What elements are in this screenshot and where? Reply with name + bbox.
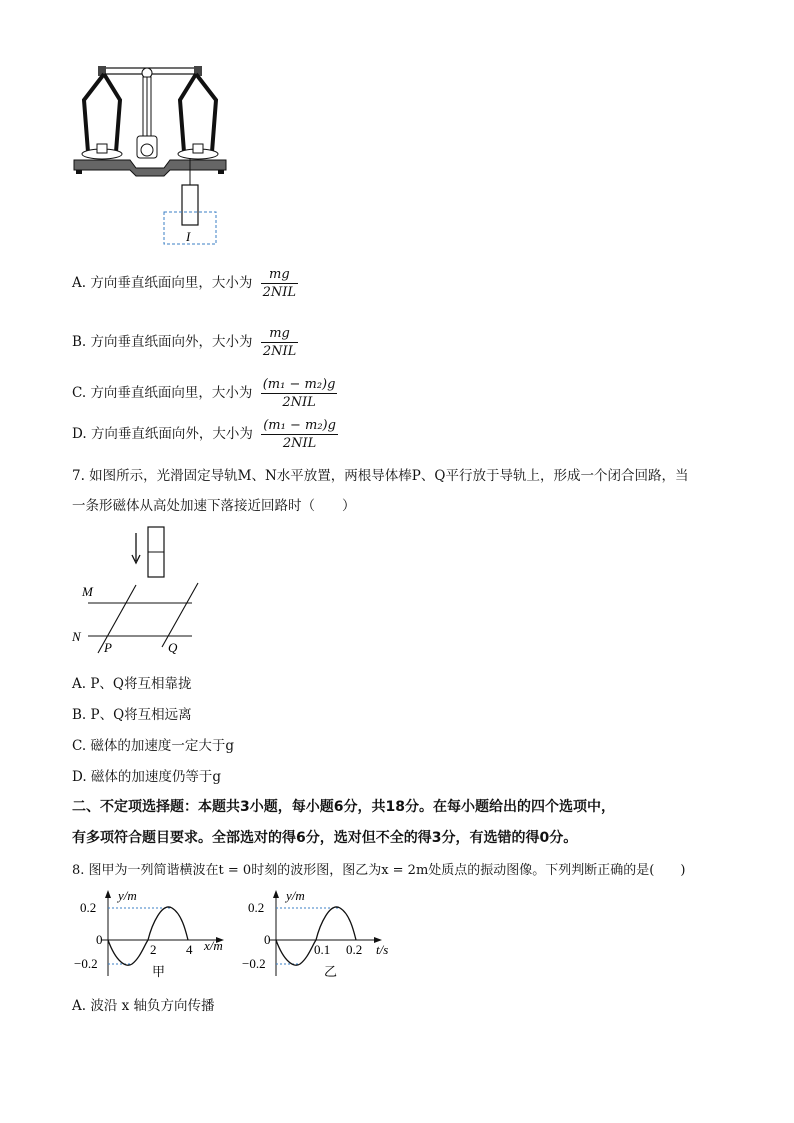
section2-heading-line2: 有多项符合题目要求。全部选对的得6分，选对但不全的得3分，有选错的得0分。 (72, 830, 578, 846)
q7-stem-line1: 7. 如图所示，光滑固定导轨M、N水平放置，两根导体棒P、Q平行放于导轨上，形成一个闭合回路，当 (72, 468, 689, 484)
balance-apparatus-figure (70, 60, 230, 250)
formula: $\frac{\text{(m₁ − m₂)g}}{\text{2NIL}}$ (263, 418, 336, 451)
formula: $\frac{mg}{\text{2NIL}}$ (262, 326, 297, 359)
graph-y-top: 0.2 (248, 900, 265, 915)
graph-tick-1: 0.1 (314, 942, 331, 957)
rod-q-label: Q (168, 640, 178, 655)
q6-option-b[interactable] (72, 325, 298, 360)
section2-heading-line1: 二、不定项选择题：本题共3小题，每小题6分，共18分。在每小题给出的四个选项中， (72, 799, 615, 815)
option-label: C. (72, 385, 87, 401)
graph-tick-1: 2 (150, 942, 157, 957)
option-text: 方向垂直纸面向里，大小为 (90, 275, 253, 291)
wave-graph-jia (72, 884, 242, 984)
graph-y-bottom: −0.2 (242, 956, 266, 971)
graph-y-bottom: −0.2 (74, 956, 98, 971)
graph-ylabel: y/m (118, 888, 137, 903)
formula: $\frac{mg}{\text{2NIL}}$ (262, 267, 297, 300)
q8-stem: 8. 图甲为一列简谐横波在t = 0时刻的波形图，图乙为x = 2m处质点的振动图像。下列判断正确的是( ) (72, 863, 686, 878)
q7-stem-line2: 一条形磁体从高处加速下落接近回路时（ ） (72, 498, 356, 514)
rail-n-label: N (72, 629, 81, 644)
graph-tick-2: 0.2 (346, 942, 363, 957)
graph-ylabel: y/m (286, 888, 305, 903)
current-label: I (186, 229, 191, 244)
vibration-graph-yi (240, 884, 410, 984)
q6-option-a[interactable] (72, 266, 298, 301)
graph-y-top: 0.2 (80, 900, 97, 915)
rail-m-label: M (82, 584, 93, 599)
graph-caption: 乙 (324, 964, 338, 979)
graph-caption: 甲 (152, 964, 166, 979)
option-text: 方向垂直纸面向外，大小为 (90, 426, 253, 442)
q6-option-d[interactable] (72, 417, 338, 452)
formula: $\frac{\text{(m₁ − m₂)g}}{\text{2NIL}}$ (262, 377, 336, 410)
graph-y-zero: 0 (96, 932, 103, 947)
q7-option-c[interactable]: C. 磁体的加速度一定大于g (72, 738, 235, 754)
rod-p-label: P (104, 640, 112, 655)
graph-xlabel: t/s (376, 942, 389, 957)
rails-magnet-figure (70, 525, 210, 660)
q7-option-d[interactable]: D. 磁体的加速度仍等于g (72, 769, 222, 785)
q7-option-a[interactable]: A. P、Q将互相靠拢 (72, 676, 192, 692)
q6-option-c[interactable] (72, 376, 337, 411)
graph-y-zero: 0 (264, 932, 271, 947)
option-label: A. (72, 275, 87, 291)
option-label: D. (72, 426, 87, 442)
option-text: 方向垂直纸面向外，大小为 (90, 334, 253, 350)
graph-xlabel: x/m (204, 938, 223, 953)
q8-option-a[interactable]: A. 波沿 x 轴负方向传播 (72, 998, 215, 1014)
option-text: 方向垂直纸面向里，大小为 (90, 385, 253, 401)
q7-option-b[interactable]: B. P、Q将互相远离 (72, 707, 192, 723)
graph-tick-2: 4 (186, 942, 193, 957)
option-label: B. (72, 334, 87, 350)
